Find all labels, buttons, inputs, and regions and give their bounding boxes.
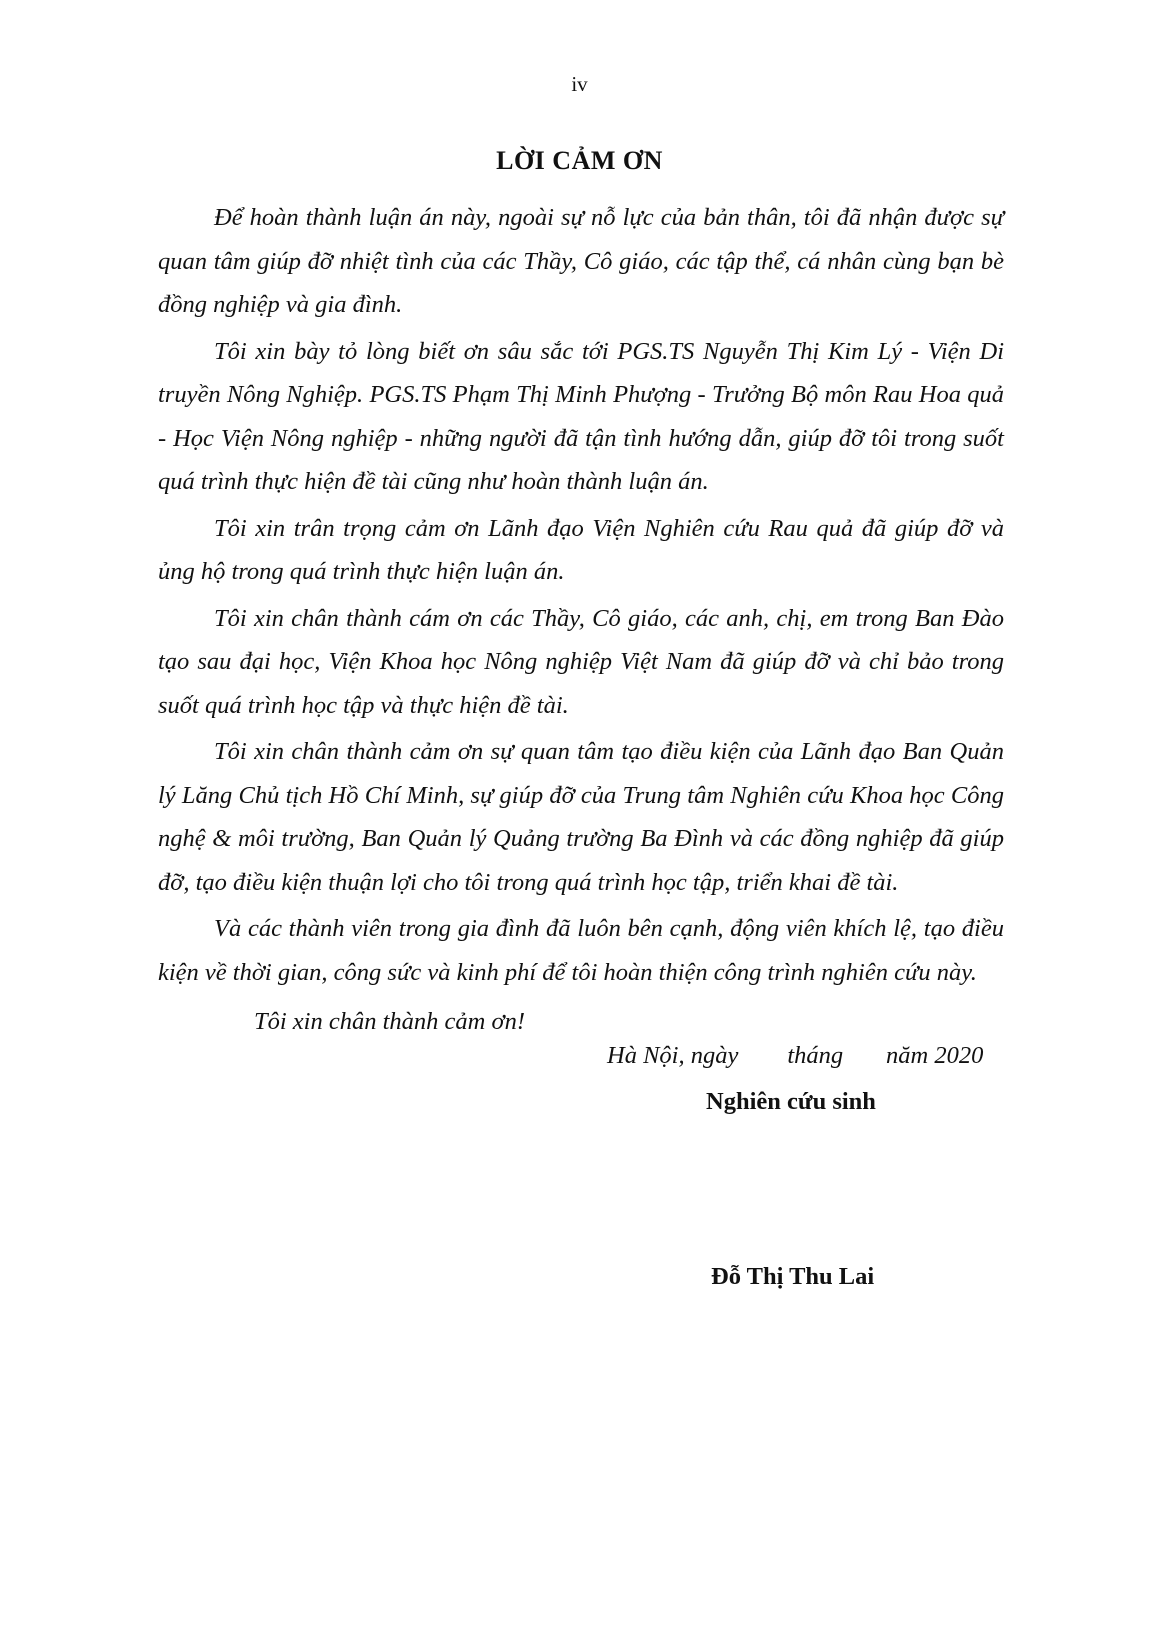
author-name: Đỗ Thị Thu Lai	[711, 1263, 875, 1290]
author-role: Nghiên cứu sinh	[706, 1088, 876, 1115]
acknowledgement-body	[158, 196, 1004, 1044]
paragraph-supervisors: Tôi xin bày tỏ lòng biết ơn sâu sắc tới PGS.TS Nguyễn Thị Kim Lý - Viện Di truyền Nông Nghiệp. PGS.TS Phạm Thị Minh Phượng - Trưởng Bộ môn Rau Hoa quả - Học Viện Nông nghiệp - những người đã tận tình hướng dẫn, giúp đỡ tôi trong suốt quá trình thực hiện đề tài cũng như hoàn thành luận án.	[158, 337, 1004, 495]
paragraph-institute: Tôi xin trân trọng cảm ơn Lãnh đạo Viện Nghiên cứu Rau quả đã giúp đỡ và ủng hộ trong quá trình thực hiện luận án.	[158, 514, 1004, 585]
closing-thanks: Tôi xin chân thành cảm ơn!	[254, 1008, 525, 1035]
page-number: iv	[571, 72, 588, 96]
page-title: LỜI CẢM ƠN	[496, 146, 663, 175]
paragraph-family: Và các thành viên trong gia đình đã luôn bên cạnh, động viên khích lệ, tạo điều kiện về thời gian, công sức và kinh phí để tôi hoàn thiện công trình nghiên cứu này.	[158, 915, 1004, 986]
paragraph-management: Tôi xin chân thành cảm ơn sự quan tâm tạo điều kiện của Lãnh đạo Ban Quản lý Lăng Chủ tịch Hồ Chí Minh, sự giúp đỡ của Trung tâm Nghiên cứu Khoa học Công nghệ & môi trường, Ban Quản lý Quảng trường Ba Đình và các đồng nghiệp đã giúp đỡ, tạo điều kiện thuận lợi cho tôi trong quá trình học tập, triển khai đề tài.	[158, 738, 1004, 896]
paragraph-intro: Để hoàn thành luận án này, ngoài sự nỗ lực của bản thân, tôi đã nhận được sự quan tâm giúp đỡ nhiệt tình của các Thầy, Cô giáo, các tập thể, cá nhân cùng bạn bè đồng nghiệp và gia đình.	[158, 204, 1004, 318]
date-line: Hà Nội, ngày tháng năm 2020	[607, 1042, 984, 1069]
paragraph-teachers: Tôi xin chân thành cám ơn các Thầy, Cô giáo, các anh, chị, em trong Ban Đào tạo sau đại học, Viện Khoa học Nông nghiệp Việt Nam đã giúp đỡ và chỉ bảo trong suốt quá trình học tập và thực hiện đề tài.	[158, 604, 1004, 719]
